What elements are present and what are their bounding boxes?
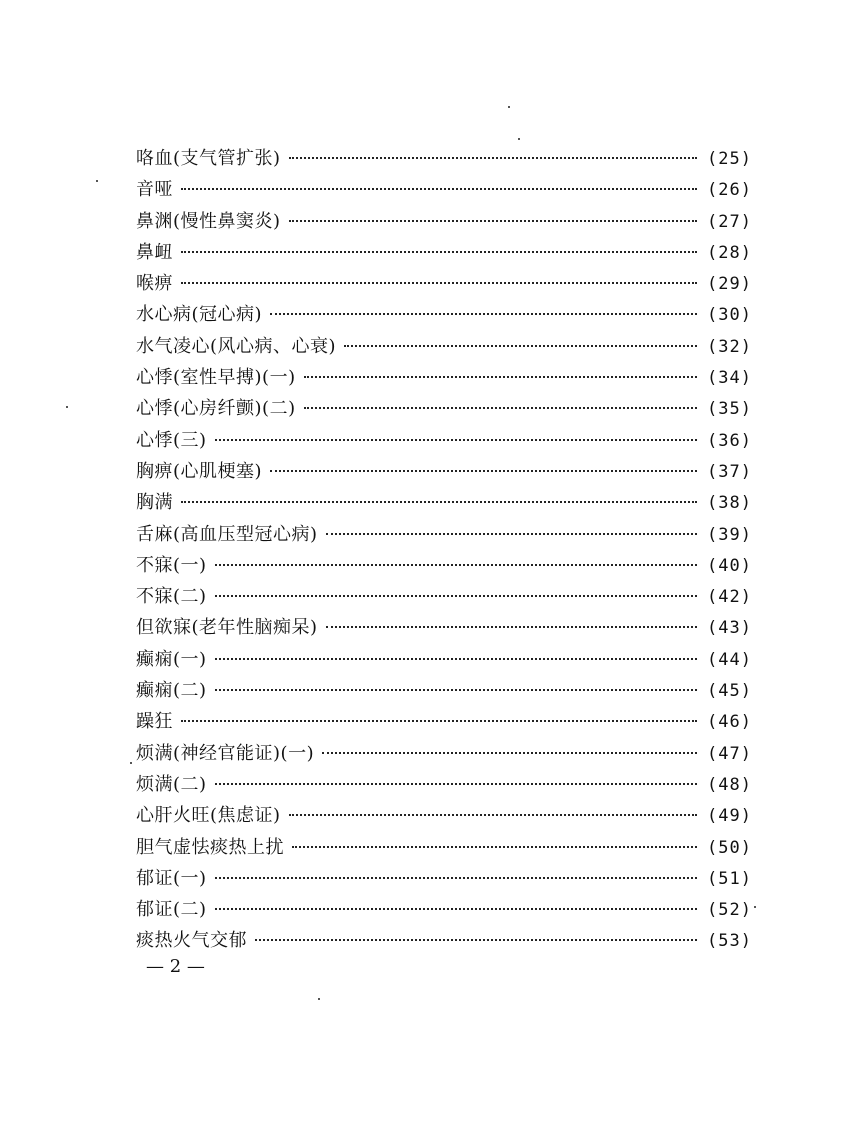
entry-page-number: (30) [707, 305, 752, 326]
toc-entry [136, 801, 752, 832]
scan-speck [96, 180, 98, 182]
toc-entry [136, 144, 752, 175]
entry-title: 郁证(一) [136, 867, 207, 889]
entry-title: 心肝火旺(焦虑证) [136, 805, 281, 827]
toc-entry [136, 895, 752, 926]
entry-page-number: (52) [707, 900, 752, 921]
dot-leader [215, 783, 698, 785]
entry-page-number: (29) [707, 274, 752, 295]
entry-page-number: (43) [707, 618, 752, 639]
entry-page-number: (46) [707, 712, 752, 733]
dot-leader [181, 501, 697, 503]
entry-page-number: (49) [707, 806, 752, 827]
toc-entry [136, 394, 752, 425]
entry-title: 心悸(室性早搏)(一) [136, 367, 296, 389]
dot-leader [344, 345, 697, 347]
page-number-footer: — 2 — [146, 956, 205, 977]
toc-entry [136, 520, 752, 551]
entry-title: 烦满(神经官能证)(一) [136, 742, 315, 764]
dot-leader [181, 188, 697, 190]
entry-title: 胆气虚怯痰热上扰 [136, 836, 284, 858]
table-of-contents [136, 144, 752, 958]
dot-leader [215, 877, 698, 879]
scan-speck [754, 906, 756, 908]
entry-title: 郁证(二) [136, 899, 207, 921]
dot-leader [289, 220, 698, 222]
toc-entry [136, 332, 752, 363]
entry-page-number: (25) [707, 149, 752, 169]
entry-title: 水气凌心(风心病、心衰) [136, 335, 337, 357]
dot-leader [270, 470, 697, 472]
dot-leader [215, 658, 698, 660]
toc-entry [136, 833, 752, 864]
toc-entry [136, 707, 752, 738]
entry-page-number: (45) [707, 681, 752, 702]
dot-leader [304, 376, 697, 378]
entry-page-number: (39) [707, 524, 752, 545]
toc-entry [136, 551, 752, 582]
dot-leader [215, 595, 698, 597]
toc-entry [136, 739, 752, 770]
dot-leader [215, 908, 698, 910]
dot-leader [322, 752, 697, 754]
entry-page-number: (35) [707, 399, 752, 420]
entry-title: 喉痹 [136, 273, 173, 295]
toc-entry [136, 207, 752, 238]
dot-leader [270, 313, 697, 315]
toc-entry [136, 582, 752, 613]
dot-leader [326, 533, 698, 535]
entry-title: 心悸(心房纤颤)(二) [136, 398, 296, 420]
dot-leader [215, 439, 698, 441]
toc-entry [136, 770, 752, 801]
toc-entry [136, 426, 752, 457]
entry-title: 鼻渊(慢性鼻窦炎) [136, 210, 281, 232]
entry-title: 癫痫(二) [136, 680, 207, 702]
toc-entry [136, 676, 752, 707]
entry-page-number: (53) [707, 931, 752, 952]
entry-page-number: (28) [707, 242, 752, 263]
dot-leader [215, 689, 698, 691]
toc-entry [136, 175, 752, 206]
toc-entry [136, 926, 752, 957]
entry-title: 鼻衄 [136, 241, 173, 263]
toc-entry [136, 269, 752, 300]
entry-title: 癫痫(一) [136, 648, 207, 670]
dot-leader [255, 939, 697, 941]
entry-title: 胸痹(心肌梗塞) [136, 460, 263, 482]
scan-speck [508, 106, 510, 108]
entry-title: 但欲寐(老年性脑痴呆) [136, 617, 318, 639]
entry-title: 咯血(支气管扩张) [136, 148, 281, 169]
entry-title: 痰热火气交郁 [136, 930, 247, 952]
entry-page-number: (27) [707, 211, 752, 232]
dot-leader [215, 564, 698, 566]
dot-leader [292, 846, 697, 848]
dot-leader [181, 720, 697, 722]
toc-entry [136, 488, 752, 519]
toc-entry [136, 645, 752, 676]
dot-leader [289, 814, 698, 816]
entry-page-number: (32) [707, 336, 752, 357]
entry-page-number: (44) [707, 649, 752, 670]
dot-leader [304, 407, 697, 409]
toc-entry [136, 613, 752, 644]
scan-speck [130, 762, 132, 764]
dot-leader [181, 251, 697, 253]
entry-page-number: (40) [707, 555, 752, 576]
scan-speck [318, 998, 320, 1000]
toc-entry [136, 363, 752, 394]
entry-page-number: (50) [707, 837, 752, 858]
entry-title: 胸满 [136, 492, 173, 514]
entry-page-number: (48) [707, 774, 752, 795]
entry-title: 音哑 [136, 179, 173, 201]
entry-page-number: (36) [707, 430, 752, 451]
dot-leader [289, 157, 698, 159]
entry-page-number: (38) [707, 493, 752, 514]
toc-entry [136, 864, 752, 895]
entry-page-number: (37) [707, 461, 752, 482]
dot-leader [181, 282, 697, 284]
scan-speck [66, 406, 68, 408]
entry-title: 不寐(二) [136, 586, 207, 608]
entry-title: 躁狂 [136, 711, 173, 733]
toc-entry [136, 300, 752, 331]
entry-title: 烦满(二) [136, 773, 207, 795]
entry-page-number: (47) [707, 743, 752, 764]
dot-leader [326, 626, 698, 628]
toc-entry [136, 238, 752, 269]
entry-page-number: (34) [707, 368, 752, 389]
entry-page-number: (42) [707, 587, 752, 608]
entry-page-number: (26) [707, 180, 752, 201]
entry-title: 舌麻(高血压型冠心病) [136, 523, 318, 545]
entry-page-number: (51) [707, 868, 752, 889]
scan-speck [518, 138, 520, 140]
entry-title: 心悸(三) [136, 429, 207, 451]
entry-title: 不寐(一) [136, 554, 207, 576]
entry-title: 水心病(冠心病) [136, 304, 263, 326]
toc-entry [136, 457, 752, 488]
